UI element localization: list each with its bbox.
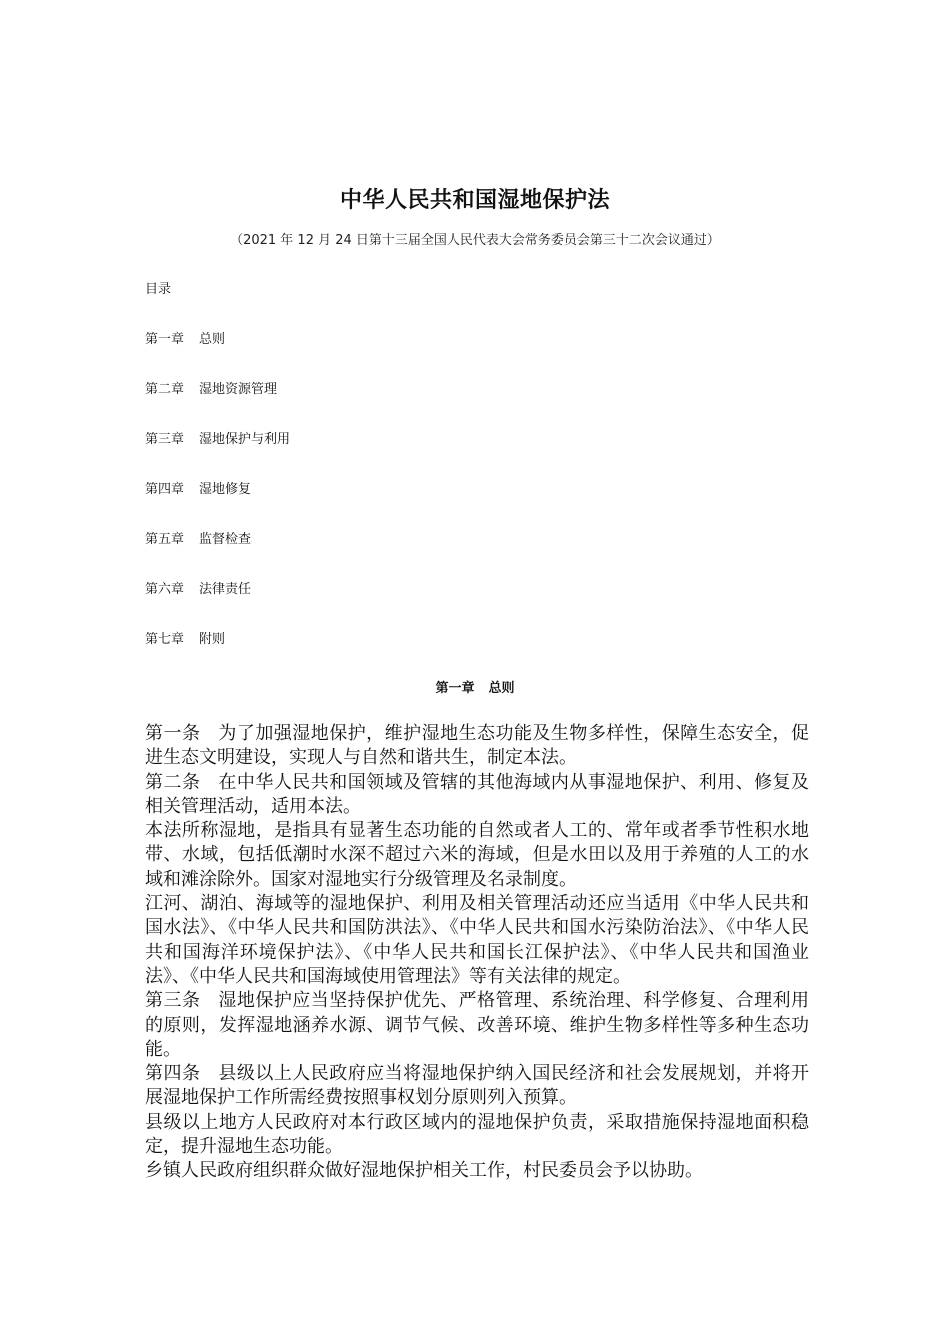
chapter-heading <box>0 677 950 696</box>
article-paragraph <box>145 989 809 1062</box>
article-text: 在中华人民共和国领域及管辖的其他海域内从事湿地保护、利用、修复及相关管理活动，适用本法。 <box>145 771 810 817</box>
toc-item <box>145 478 251 497</box>
article-paragraph: 江河、湖泊、海域等的湿地保护、利用及相关管理活动还应当适用《中华人民共和国水法》、《中华人民共和国防洪法》、《中华人民共和国水污染防治法》、《中华人民共和国海洋环境保护法》、《中华人民共和国长江保护法》、《中华人民共和国渔业法》、《中华人民共和国海域使用管理法》等有关法律的规定。 <box>145 893 809 987</box>
chapter-title: 总则 <box>488 681 515 696</box>
toc-item <box>145 428 290 447</box>
article-paragraph <box>145 771 809 820</box>
article-text: 县级以上人民政府应当将湿地保护纳入国民经济和社会发展规划，并将开展湿地保护工作所需经费按照事权划分原则列入预算。 <box>145 1063 810 1109</box>
article-paragraph <box>145 722 809 771</box>
toc-item-number: 第七章 <box>145 632 185 647</box>
article-paragraph: 县级以上地方人民政府对本行政区域内的湿地保护负责，采取措施保持湿地面积稳定，提升湿地生态功能。 <box>145 1111 809 1158</box>
toc-item-title: 湿地修复 <box>199 482 252 497</box>
toc-item-number: 第三章 <box>145 432 185 447</box>
toc-item-title: 附则 <box>199 632 226 647</box>
toc-item-number: 第六章 <box>145 582 185 597</box>
article-paragraph <box>145 1062 809 1111</box>
toc-heading: 目录 <box>145 282 172 297</box>
toc-item-title: 湿地资源管理 <box>199 382 278 397</box>
toc-item-title: 总则 <box>199 332 226 347</box>
article-paragraph: 本法所称湿地，是指具有显著生态功能的自然或者人工的、常年或者季节性积水地带、水域，包括低潮时水深不超过六米的海域，但是水田以及用于养殖的人工的水域和滩涂除外。国家对湿地实行分级管理及名录制度。 <box>145 820 809 890</box>
document-subtitle: （2021 年 12 月 24 日第十三届全国人民代表大会常务委员会第三十二次会议通过） <box>230 233 720 248</box>
chapter-body <box>145 722 809 1184</box>
article-paragraph: 乡镇人民政府组织群众做好湿地保护相关工作，村民委员会予以协助。 <box>145 1160 703 1182</box>
toc-item-number: 第四章 <box>145 482 185 497</box>
article-text: 湿地保护应当坚持保护优先、严格管理、系统治理、科学修复、合理利用的原则，发挥湿地涵养水源、调节气候、改善环境、维护生物多样性等多种生态功能。 <box>145 990 810 1060</box>
toc-item-number: 第一章 <box>145 332 185 347</box>
toc-item <box>145 378 277 397</box>
chapter-number: 第一章 <box>435 681 475 696</box>
article-label: 第四条 <box>145 1063 201 1085</box>
article-text: 为了加强湿地保护，维护湿地生态功能及生物多样性，保障生态安全，促进生态文明建设，实现人与自然和谐共生，制定本法。 <box>145 723 810 769</box>
toc-item-number: 第二章 <box>145 382 185 397</box>
article-label: 第三条 <box>145 990 201 1012</box>
toc-item <box>145 528 251 547</box>
document-title: 中华人民共和国湿地保护法 <box>339 188 610 213</box>
article-label: 第二条 <box>145 771 201 793</box>
toc-item <box>145 578 251 597</box>
toc-item <box>145 628 225 647</box>
toc-item-title: 监督检查 <box>199 532 252 547</box>
toc-item-number: 第五章 <box>145 532 185 547</box>
toc-item-title: 法律责任 <box>199 582 252 597</box>
toc-item-title: 湿地保护与利用 <box>199 432 291 447</box>
article-label: 第一条 <box>145 723 201 744</box>
toc-item <box>145 328 225 347</box>
